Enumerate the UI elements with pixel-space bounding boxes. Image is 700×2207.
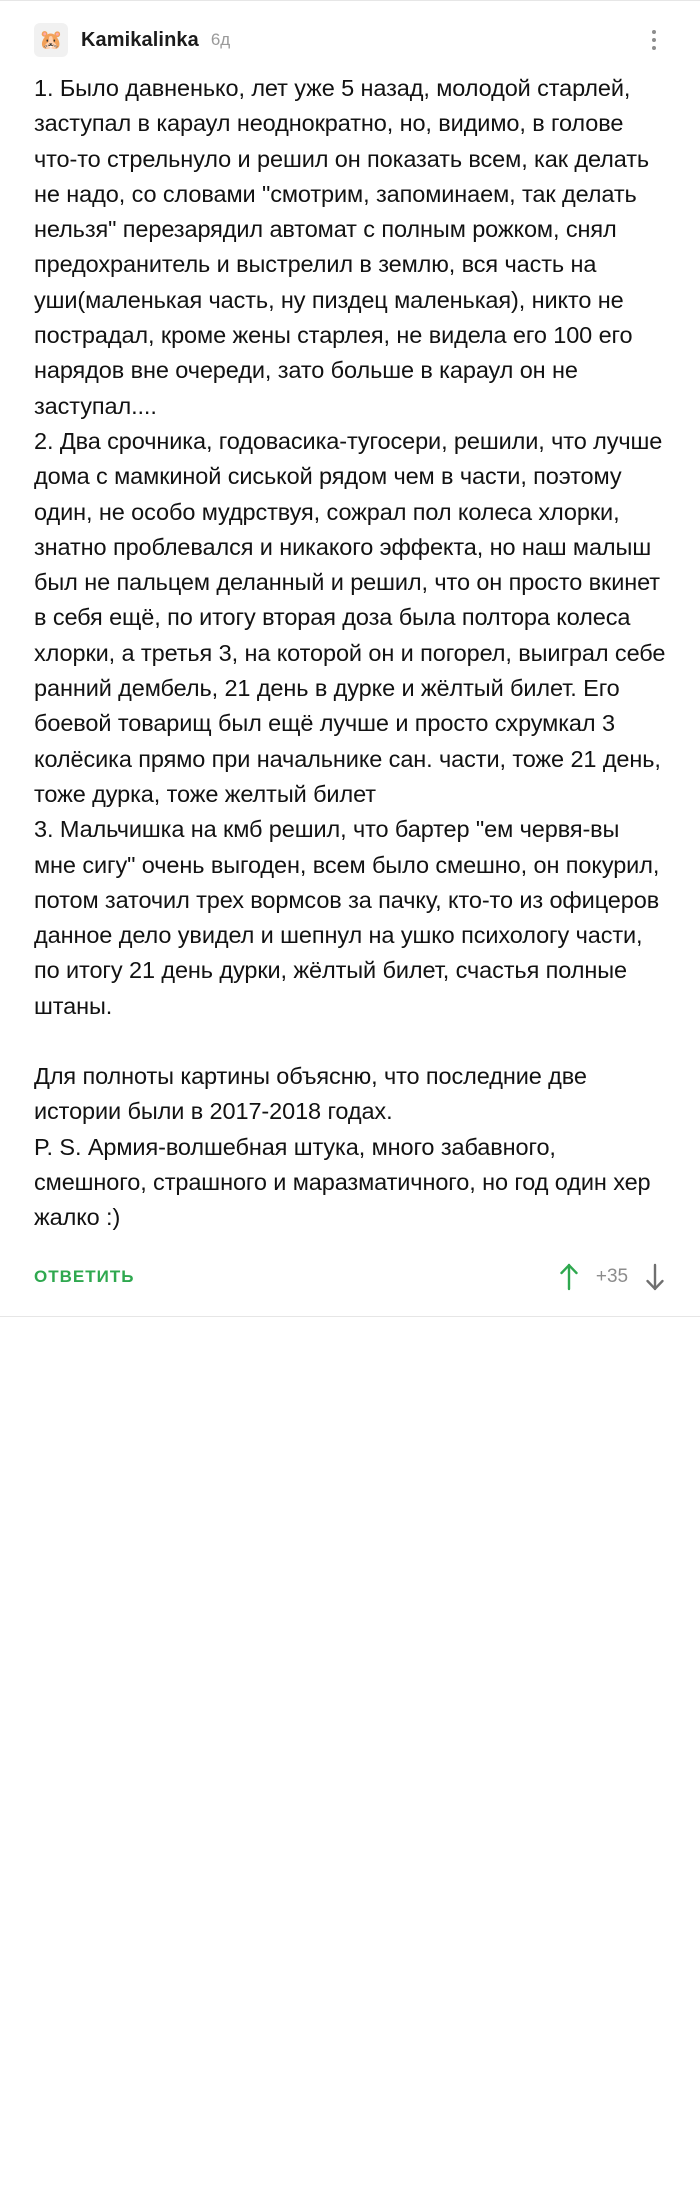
dot bbox=[652, 30, 656, 34]
comment-paragraph: 1. Было давненько, лет уже 5 назад, молодой старлей, заступал в караул неоднократно, но, видимо, в голове что-то стрельнуло и решил он показать всем, как делать не надо, со словами "смотрим, запоминаем, так делать нельзя" перезарядил автомат с полным рожком, снял предохранитель и выстрелил в землю, вся часть на уши(маленькая часть, ну пиздец маленькая), никто не пострадал, кроме жены старлея, не видела его 100 его нарядов вне очереди, зато больше в караул он не заступал.... bbox=[34, 75, 650, 419]
comment-paragraph: P. S. Армия-волшебная штука, много забавного, смешного, страшного и маразматичного, но год один хер жалко :) bbox=[34, 1133, 651, 1231]
reply-button[interactable]: ОТВЕТИТЬ bbox=[34, 1266, 135, 1286]
arrow-up-icon[interactable] bbox=[558, 1262, 580, 1292]
comment-paragraph: 2. Два срочника, годовасика-тугосери, решили, что лучше дома с мамкиной сиськой рядом чем в части, поэтому один, не особо мудрствуя, сожрал пол колеса хлорки, знатно проблевался и никакого эффекта, но наш малыш был не пальцем деланный и решил, что он просто вкинет в себя ещё, по итогу вторая доза была полтора колеса хлорки, а третья 3, на которой он и погорел, выиграл себе ранний дембель, 21 день в дурке и жёлтый билет. Его боевой товарищ был ещё лучше и просто схрумкал 3 колёсика прямо при начальнике сан. части, тоже 21 день, тоже дурка, тоже желтый билет bbox=[34, 427, 666, 807]
avatar[interactable] bbox=[34, 23, 68, 57]
avatar-glyph: 🐹 bbox=[39, 29, 63, 51]
comment-timestamp: 6д bbox=[210, 30, 231, 49]
comment-paragraph: Для полноты картины объясню, что последние две истории были в 2017-2018 годах. bbox=[34, 1063, 587, 1125]
dot bbox=[652, 38, 656, 42]
comment-footer bbox=[0, 1236, 700, 1316]
comment-header bbox=[34, 1, 666, 71]
rating-value: +35 bbox=[595, 1265, 629, 1287]
bottom-divider bbox=[0, 1316, 700, 1317]
dot bbox=[652, 46, 656, 50]
arrow-down-icon[interactable] bbox=[644, 1262, 666, 1292]
more-vertical-icon[interactable] bbox=[642, 27, 666, 53]
comment-container bbox=[0, 1, 700, 1236]
comment-text bbox=[34, 71, 666, 1236]
comment-author[interactable]: Kamikalinka bbox=[81, 28, 199, 51]
rating-controls bbox=[558, 1262, 666, 1292]
comment-paragraph: 3. Мальчишка на кмб решил, что бартер "ем червя-вы мне сигу" очень выгоден, всем было смешно, он покурил, потом заточил трех вормсов за пачку, кто-то из офицеров данное дело увидел и шепнул на ушко психологу части, по итогу 21 день дурки, жёлтый билет, счастья полные штаны. bbox=[34, 816, 660, 1019]
